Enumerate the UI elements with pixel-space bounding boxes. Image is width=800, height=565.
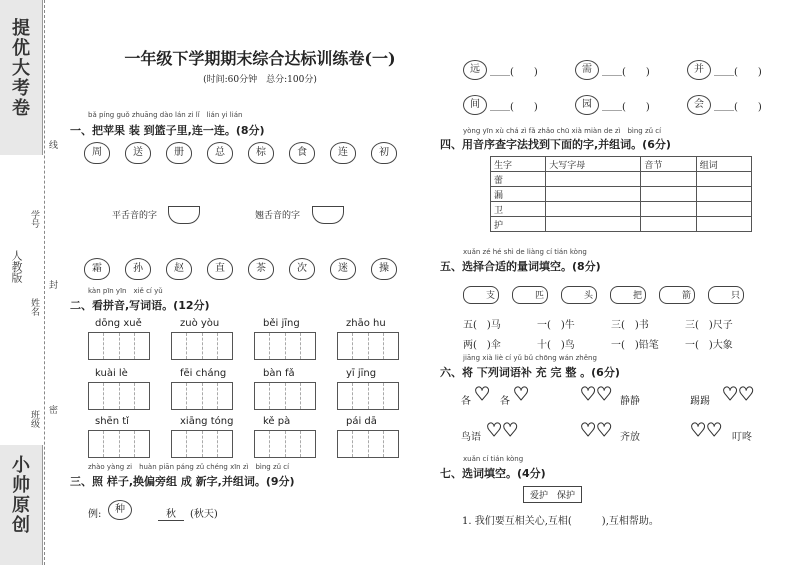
basket-right-label: 翘舌音的字 xyxy=(255,211,301,221)
apple-bottom[interactable]: 茶 xyxy=(248,258,274,280)
write-grid[interactable] xyxy=(337,430,399,458)
idiom-part: 齐放 xyxy=(620,432,640,443)
q2-heading: 二、看拼音,写词语。(12分) xyxy=(70,299,210,312)
q6-heading: 六、将 下列词语补 充 完 整 。(6分) xyxy=(440,366,620,379)
page-subtitle: (时间:60分钟 总分:100分) xyxy=(203,75,317,85)
heart-blank-icon[interactable]: ♥ xyxy=(474,384,491,405)
brand-logo-top: 提优大考卷 xyxy=(9,18,30,118)
apple-bottom[interactable]: 孙 xyxy=(125,258,151,280)
fill-item[interactable]: 三( )尺子 xyxy=(685,320,733,331)
pinyin-word: zuò yòu xyxy=(180,318,220,329)
edition-label: 人教版 xyxy=(10,250,23,283)
heart-blank-icon[interactable]: ♥♥ xyxy=(722,384,755,405)
idiom-part: 叮咚 xyxy=(732,432,752,443)
fill-item[interactable]: 一( )牛 xyxy=(537,320,575,331)
q5-pinyin: xuǎn zé hé shì de liàng cí tián kòng xyxy=(463,248,587,256)
table-header: 组词 xyxy=(696,157,751,172)
write-grid[interactable] xyxy=(171,430,233,458)
apple-bottom[interactable]: 直 xyxy=(207,258,233,280)
idiom-part: 各 xyxy=(500,396,510,407)
table-header: 大写字母 xyxy=(546,157,641,172)
q5-heading: 五、选择合适的量词填空。(8分) xyxy=(440,260,601,273)
write-grid[interactable] xyxy=(254,382,316,410)
pinyin-word: kuài lè xyxy=(95,368,128,379)
pinyin-word: yī jīng xyxy=(346,368,377,379)
write-grid[interactable] xyxy=(337,332,399,360)
bird-measure-word: 只 xyxy=(708,286,744,304)
table-row-char: 漏 xyxy=(491,187,546,202)
fill-item[interactable]: 一( )铅笔 xyxy=(611,340,659,351)
q3-pinyin: zhào yàng zi huàn piān páng zǔ chéng xīn zì bìng zǔ cí xyxy=(88,463,290,471)
example-word: (秋天) xyxy=(190,509,218,520)
pinyin-word: pái dā xyxy=(346,416,377,427)
q7-pinyin: xuǎn cí tián kòng xyxy=(463,455,524,463)
word-choice: 爱护 xyxy=(530,491,549,501)
idiom-part: 静静 xyxy=(620,396,640,407)
apple-top[interactable]: 周 xyxy=(84,142,110,164)
table-header: 生字 xyxy=(491,157,546,172)
fill-item[interactable]: 一( )大象 xyxy=(685,340,733,351)
basket-left-label: 平舌音的字 xyxy=(112,211,158,221)
table-row-char: 卫 xyxy=(491,202,546,217)
write-grid[interactable] xyxy=(337,382,399,410)
heart-blank-icon[interactable]: ♥♥ xyxy=(580,384,613,405)
radical-bubble: 园 xyxy=(575,95,599,115)
basket-left-icon[interactable] xyxy=(168,206,200,224)
table-row-char: 护 xyxy=(491,217,546,232)
q3-heading: 三、照 样子,换偏旁组 成 新字,并组词。(9分) xyxy=(70,475,295,488)
write-grid[interactable] xyxy=(88,332,150,360)
radical-bubble: 并 xyxy=(687,60,711,80)
write-grid[interactable] xyxy=(171,382,233,410)
answer-blank[interactable]: ＿＿( ) xyxy=(490,67,538,78)
answer-blank[interactable]: ＿＿( ) xyxy=(602,102,650,113)
apple-bottom[interactable]: 霜 xyxy=(84,258,110,280)
fill-item[interactable]: 十( )鸟 xyxy=(537,340,575,351)
basket-right-icon[interactable] xyxy=(312,206,344,224)
pinyin-word: fēi cháng xyxy=(180,368,227,379)
q6-pinyin: jiāng xià liè cí yǔ bǔ chōng wán zhěng xyxy=(463,354,597,362)
bird-measure-word: 把 xyxy=(610,286,646,304)
write-grid[interactable] xyxy=(171,332,233,360)
pinyin-word: kě pà xyxy=(263,416,291,427)
apple-top[interactable]: 棕 xyxy=(248,142,274,164)
bird-measure-word: 箭 xyxy=(659,286,695,304)
write-grid[interactable] xyxy=(88,430,150,458)
apple-bottom[interactable]: 操 xyxy=(371,258,397,280)
answer-blank[interactable]: ＿＿( ) xyxy=(714,67,762,78)
bird-measure-word: 支 xyxy=(463,286,499,304)
write-grid[interactable] xyxy=(88,382,150,410)
idiom-part: 踢踢 xyxy=(690,396,710,407)
apple-top[interactable]: 送 xyxy=(125,142,151,164)
name-label: 姓名 xyxy=(29,298,39,316)
q4-heading: 四、用音序查字法找到下面的字,并组词。(6分) xyxy=(440,138,671,151)
brand-logo-bottom: 小帅原创 xyxy=(9,455,30,535)
idiom-part: 各 xyxy=(461,396,471,407)
example-result: 秋 xyxy=(158,505,184,521)
radical-bubble: 远 xyxy=(463,60,487,80)
fill-item[interactable]: 五( )马 xyxy=(463,320,501,331)
example-char-bubble: 种 xyxy=(108,500,132,520)
binding-line xyxy=(44,0,45,565)
q7-sentence-1[interactable]: 1. 我们要互相关心,互相( ),互相帮助。 xyxy=(462,516,659,527)
table-header: 音节 xyxy=(641,157,696,172)
pinyin-word: shēn tǐ xyxy=(95,416,129,427)
apple-top[interactable]: 连 xyxy=(330,142,356,164)
table-row-char: 蕾 xyxy=(491,172,546,187)
radical-bubble: 间 xyxy=(463,95,487,115)
pinyin-word: bàn fǎ xyxy=(263,368,295,379)
idiom-part: 鸟语 xyxy=(461,432,481,443)
apple-bottom[interactable]: 次 xyxy=(289,258,315,280)
apple-bottom[interactable]: 赵 xyxy=(166,258,192,280)
fill-item[interactable]: 三( )书 xyxy=(611,320,649,331)
lookup-table xyxy=(490,156,752,232)
answer-blank[interactable]: ＿＿( ) xyxy=(602,67,650,78)
apple-bottom[interactable]: 迷 xyxy=(330,258,356,280)
apple-top[interactable]: 总 xyxy=(207,142,233,164)
heart-blank-icon[interactable]: ♥♥ xyxy=(690,420,723,441)
pinyin-word: dōng xuě xyxy=(95,318,142,329)
page-title: 一年级下学期期末综合达标训练卷(一) xyxy=(124,49,396,68)
q1-heading: 一、把苹果 装 到篮子里,连一连。(8分) xyxy=(70,124,265,137)
pinyin-word: xiāng tóng xyxy=(180,416,234,427)
cut-mark-1: 密 xyxy=(47,405,57,414)
heart-blank-icon[interactable]: ♥♥ xyxy=(486,420,519,441)
write-grid[interactable] xyxy=(254,332,316,360)
q7-heading: 七、选词填空。(4分) xyxy=(440,467,546,480)
q2-pinyin: kàn pīn yīn xiě cí yǔ xyxy=(88,287,163,295)
answer-blank[interactable]: ＿＿( ) xyxy=(490,102,538,113)
pinyin-word: běi jīng xyxy=(263,318,300,329)
heart-blank-icon[interactable]: ♥ xyxy=(513,384,530,405)
bird-measure-word: 匹 xyxy=(512,286,548,304)
answer-blank[interactable]: ＿＿( ) xyxy=(714,102,762,113)
radical-bubble: 需 xyxy=(575,60,599,80)
apple-top[interactable]: 食 xyxy=(289,142,315,164)
write-grid[interactable] xyxy=(254,430,316,458)
example-label: 例: xyxy=(88,509,102,520)
word-choice: 保护 xyxy=(557,491,576,501)
q1-pinyin: bǎ píng guǒ zhuāng dào lán zi lǐ lián yi lián xyxy=(88,111,243,119)
pinyin-word: zhāo hu xyxy=(346,318,386,329)
bird-measure-word: 头 xyxy=(561,286,597,304)
cut-mark-3: 线 xyxy=(47,140,57,149)
q4-pinyin: yòng yīn xù chá zì fǎ zhǎo chū xià miàn de zì bìng zǔ cí xyxy=(463,127,662,135)
heart-blank-icon[interactable]: ♥♥ xyxy=(580,420,613,441)
cut-mark-2: 封 xyxy=(47,280,57,289)
apple-top[interactable]: 初 xyxy=(371,142,397,164)
fill-item[interactable]: 两( )伞 xyxy=(463,340,501,351)
student-no-label: 学号 xyxy=(29,210,39,228)
word-choice-box xyxy=(523,486,582,503)
apple-top[interactable]: 册 xyxy=(166,142,192,164)
radical-bubble: 会 xyxy=(687,95,711,115)
class-label: 班级 xyxy=(29,410,39,428)
